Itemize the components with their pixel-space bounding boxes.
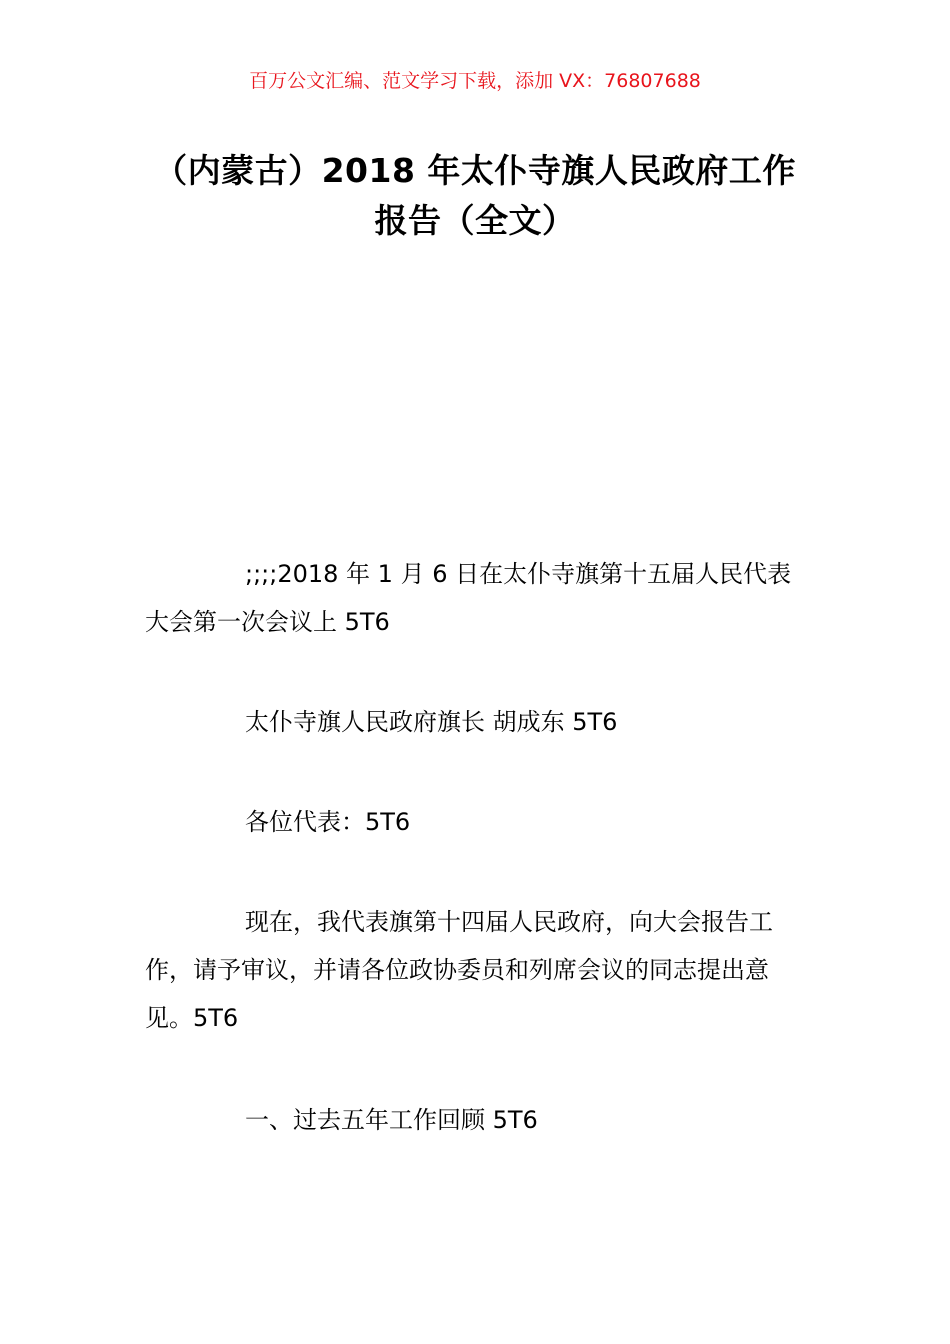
paragraph-salutation bbox=[145, 798, 810, 846]
paragraph-text: 各位代表：5T6 bbox=[245, 808, 411, 836]
paragraph-text: 现在，我代表旗第十四届人民政府，向大会报告工作，请予审议，并请各位政协委员和列席会议的同志提出意见。5T6 bbox=[145, 908, 773, 1032]
paragraph-text: 太仆寺旗人民政府旗长 胡成东 5T6 bbox=[245, 708, 618, 736]
document-title bbox=[120, 146, 830, 246]
paragraph-opening bbox=[145, 898, 810, 1042]
document-title-line-1: （内蒙古）2018 年太仆寺旗人民政府工作 bbox=[154, 151, 796, 190]
section-heading-review bbox=[145, 1096, 810, 1144]
paragraph-date-venue bbox=[145, 550, 810, 646]
paragraph-text: 一、过去五年工作回顾 5T6 bbox=[245, 1106, 538, 1134]
document-title-line-2: 报告（全文） bbox=[374, 201, 576, 240]
header-banner: 百万公文汇编、范文学习下载，添加 VX：76807688 bbox=[249, 70, 701, 92]
paragraph-speaker bbox=[145, 698, 810, 746]
paragraph-text: ;;;;2018 年 1 月 6 日在太仆寺旗第十五届人民代表大会第一次会议上 5T6 bbox=[145, 560, 792, 636]
